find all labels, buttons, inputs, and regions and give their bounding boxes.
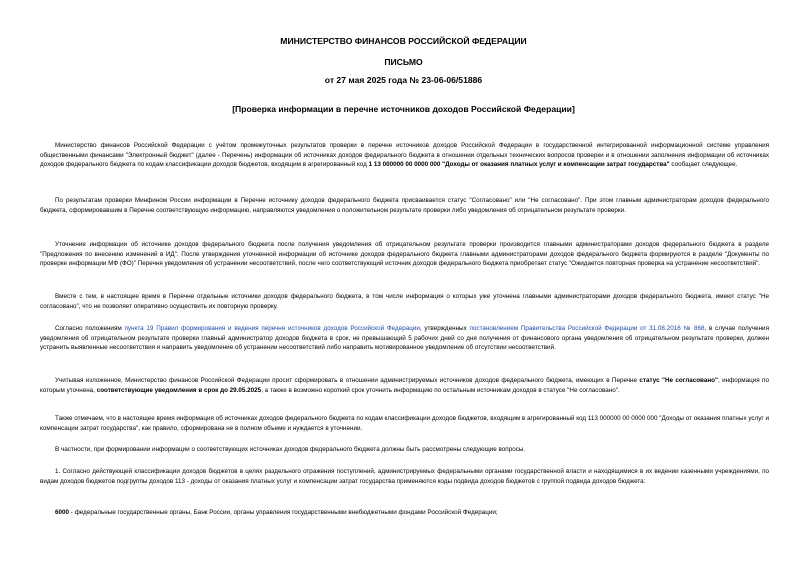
paragraph-text: , в случае получения уведомления об отрицательном результате проверки главный администратор доходов бюджета в срок, не превышающий 5 рабочих дней со дня получения от финансового органа уведомления об отрицательном результате проверки, должен устранить выявленные несоответствия и направить уведомление об устранении несоответствий либо направить мотивированное уведомление об отсутствии несоответствий. [40, 325, 769, 352]
paragraph-text: , а также в возможно короткий срок уточнить информацию по остальным источникам доходов в статусе "Не согласовано". [261, 386, 620, 394]
rules-link[interactable]: пункта 19 Правил формирования и ведения перечня источников доходов Российской Федерации [124, 325, 420, 332]
paragraph-text: Согласно положениям [55, 325, 125, 332]
paragraph-questions: В частности, при формировании информации о соответствующих источниках доходов федерального бюджета должны быть рассмотрены следующие вопросы. [55, 446, 526, 453]
paragraph-text: - федеральные государственные органы, Банк России, органы управления государственными внебюджетными фондами Российской Федерации; [69, 509, 498, 516]
paragraph-request [40, 376, 769, 395]
document-type: ПИСЬМО [384, 57, 423, 67]
paragraph-bold-text: соответствующие уведомления в срок до 29.05.2025 [96, 386, 262, 394]
paragraph-item-1: 1. Согласно действующей классификации доходов бюджетов в целях раздельного отражения поступлений, администрируемых федеральными органами государственной власти и находящимися в их ведении казенными учреждениями, по видам доходов бюджетов подгруппы доходов 113 - доходы от оказания платных услуг и компенсации затрат государства применяются коды подвида доходов бюджетов с группой подвида доходов бюджета: [40, 468, 769, 485]
document-subject: [Проверка информации в перечне источников доходов Российской Федерации] [232, 104, 575, 114]
paragraph-rules [40, 324, 769, 353]
decree-link[interactable]: постановлением Правительства Российской Федерации от 31.08.2016 № 868 [469, 325, 705, 332]
paragraph-bold-text: статус "Не согласовано" [639, 377, 718, 384]
paragraph-text: сообщает следующее. [669, 161, 738, 169]
paragraph-clarification: Уточнение информации об источнике доходов федерального бюджета после получения уведомления об отрицательном результате проверки производится главными администраторами доходов федерального бюджета в разделе "Предложения по внесению изменений в ИД". После утверждения уточненной информации об источнике доходов федерального бюджета главными администраторами доходов федерального бюджета формируются в разделе "Документы по проверке информации МФ (ФО)" Перечня уведомления об устранении несоответствий, после чего соответствующий источник доходов федерального бюджета приобретает статус "Ожидается повторная проверка на устранение несоответствий". [40, 241, 769, 268]
paragraph-code-6000 [40, 508, 769, 518]
paragraph-not-agreed: Вместе с тем, в настоящее время в Перечне отдельные источники доходов федерального бюджета, в том числе информация о которых уже уточнена главными администраторами доходов федерального бюджета, имеют статус "Не согласовано", что не позволяет оперативно осуществить их повторную проверку. [40, 293, 769, 310]
ministry-heading: МИНИСТЕРСТВО ФИНАНСОВ РОССИЙСКОЙ ФЕДЕРАЦИИ [280, 36, 527, 46]
document-date-number: от 27 мая 2025 года № 23-06-06/51886 [324, 75, 483, 85]
paragraph-intro [40, 141, 769, 170]
subtype-code: 6000 [55, 509, 70, 516]
paragraph-statuses: По результатам проверки Минфином России информации в Перечне источнику доходов федерального бюджета присваивается статус "Согласовано" или "Не согласовано". При этом главным администраторам доходов федерального бюджета, сформировавшим в Перечне соответствующую информацию, направляются уведомления о положительном результате проверки либо уведомления об отрицательном результате проверки. [40, 197, 769, 214]
paragraph-aggregated-code: Также отмечаем, что в настоящее время информация об источниках доходов федерального бюджета по кодам классификации доходов бюджетов, входящим в агрегированный код 113 000000 00 0000 000 "Доходы от оказания платных услуг и компенсации затрат государства", как правило, сформирована не в полном объеме и нуждается в уточнении. [40, 415, 769, 432]
paragraph-text: Министерство финансов Российской Федерации с учётом промежуточных результатов проверки в перечне источников доходов Российской Федерации в государственной интегрированной информационной системе управления общественными финансами "Электронный бюджет" (далее - Перечень) информации об источниках доходов федерального бюджета в отношении отдельных технических вопросов проверки и в отношении заполнения информации об источниках доходов федерального бюджета по кодам классификации доходов бюджетов, входящим в агрегированный код [40, 142, 769, 169]
paragraph-bold-text: 1 13 000000 00 0000 000 "Доходы от оказания платных услуг и компенсации затрат государства" [368, 161, 670, 169]
paragraph-text: Учитывая изложенное, Министерство финансов Российской Федерации просит сформировать в отношении администрируемых источников доходов федерального бюджета, имеющих в Перечне [55, 377, 640, 384]
paragraph-text: , информация по которым уточнена, [40, 377, 769, 394]
paragraph-text: , утвержденных [419, 325, 470, 332]
